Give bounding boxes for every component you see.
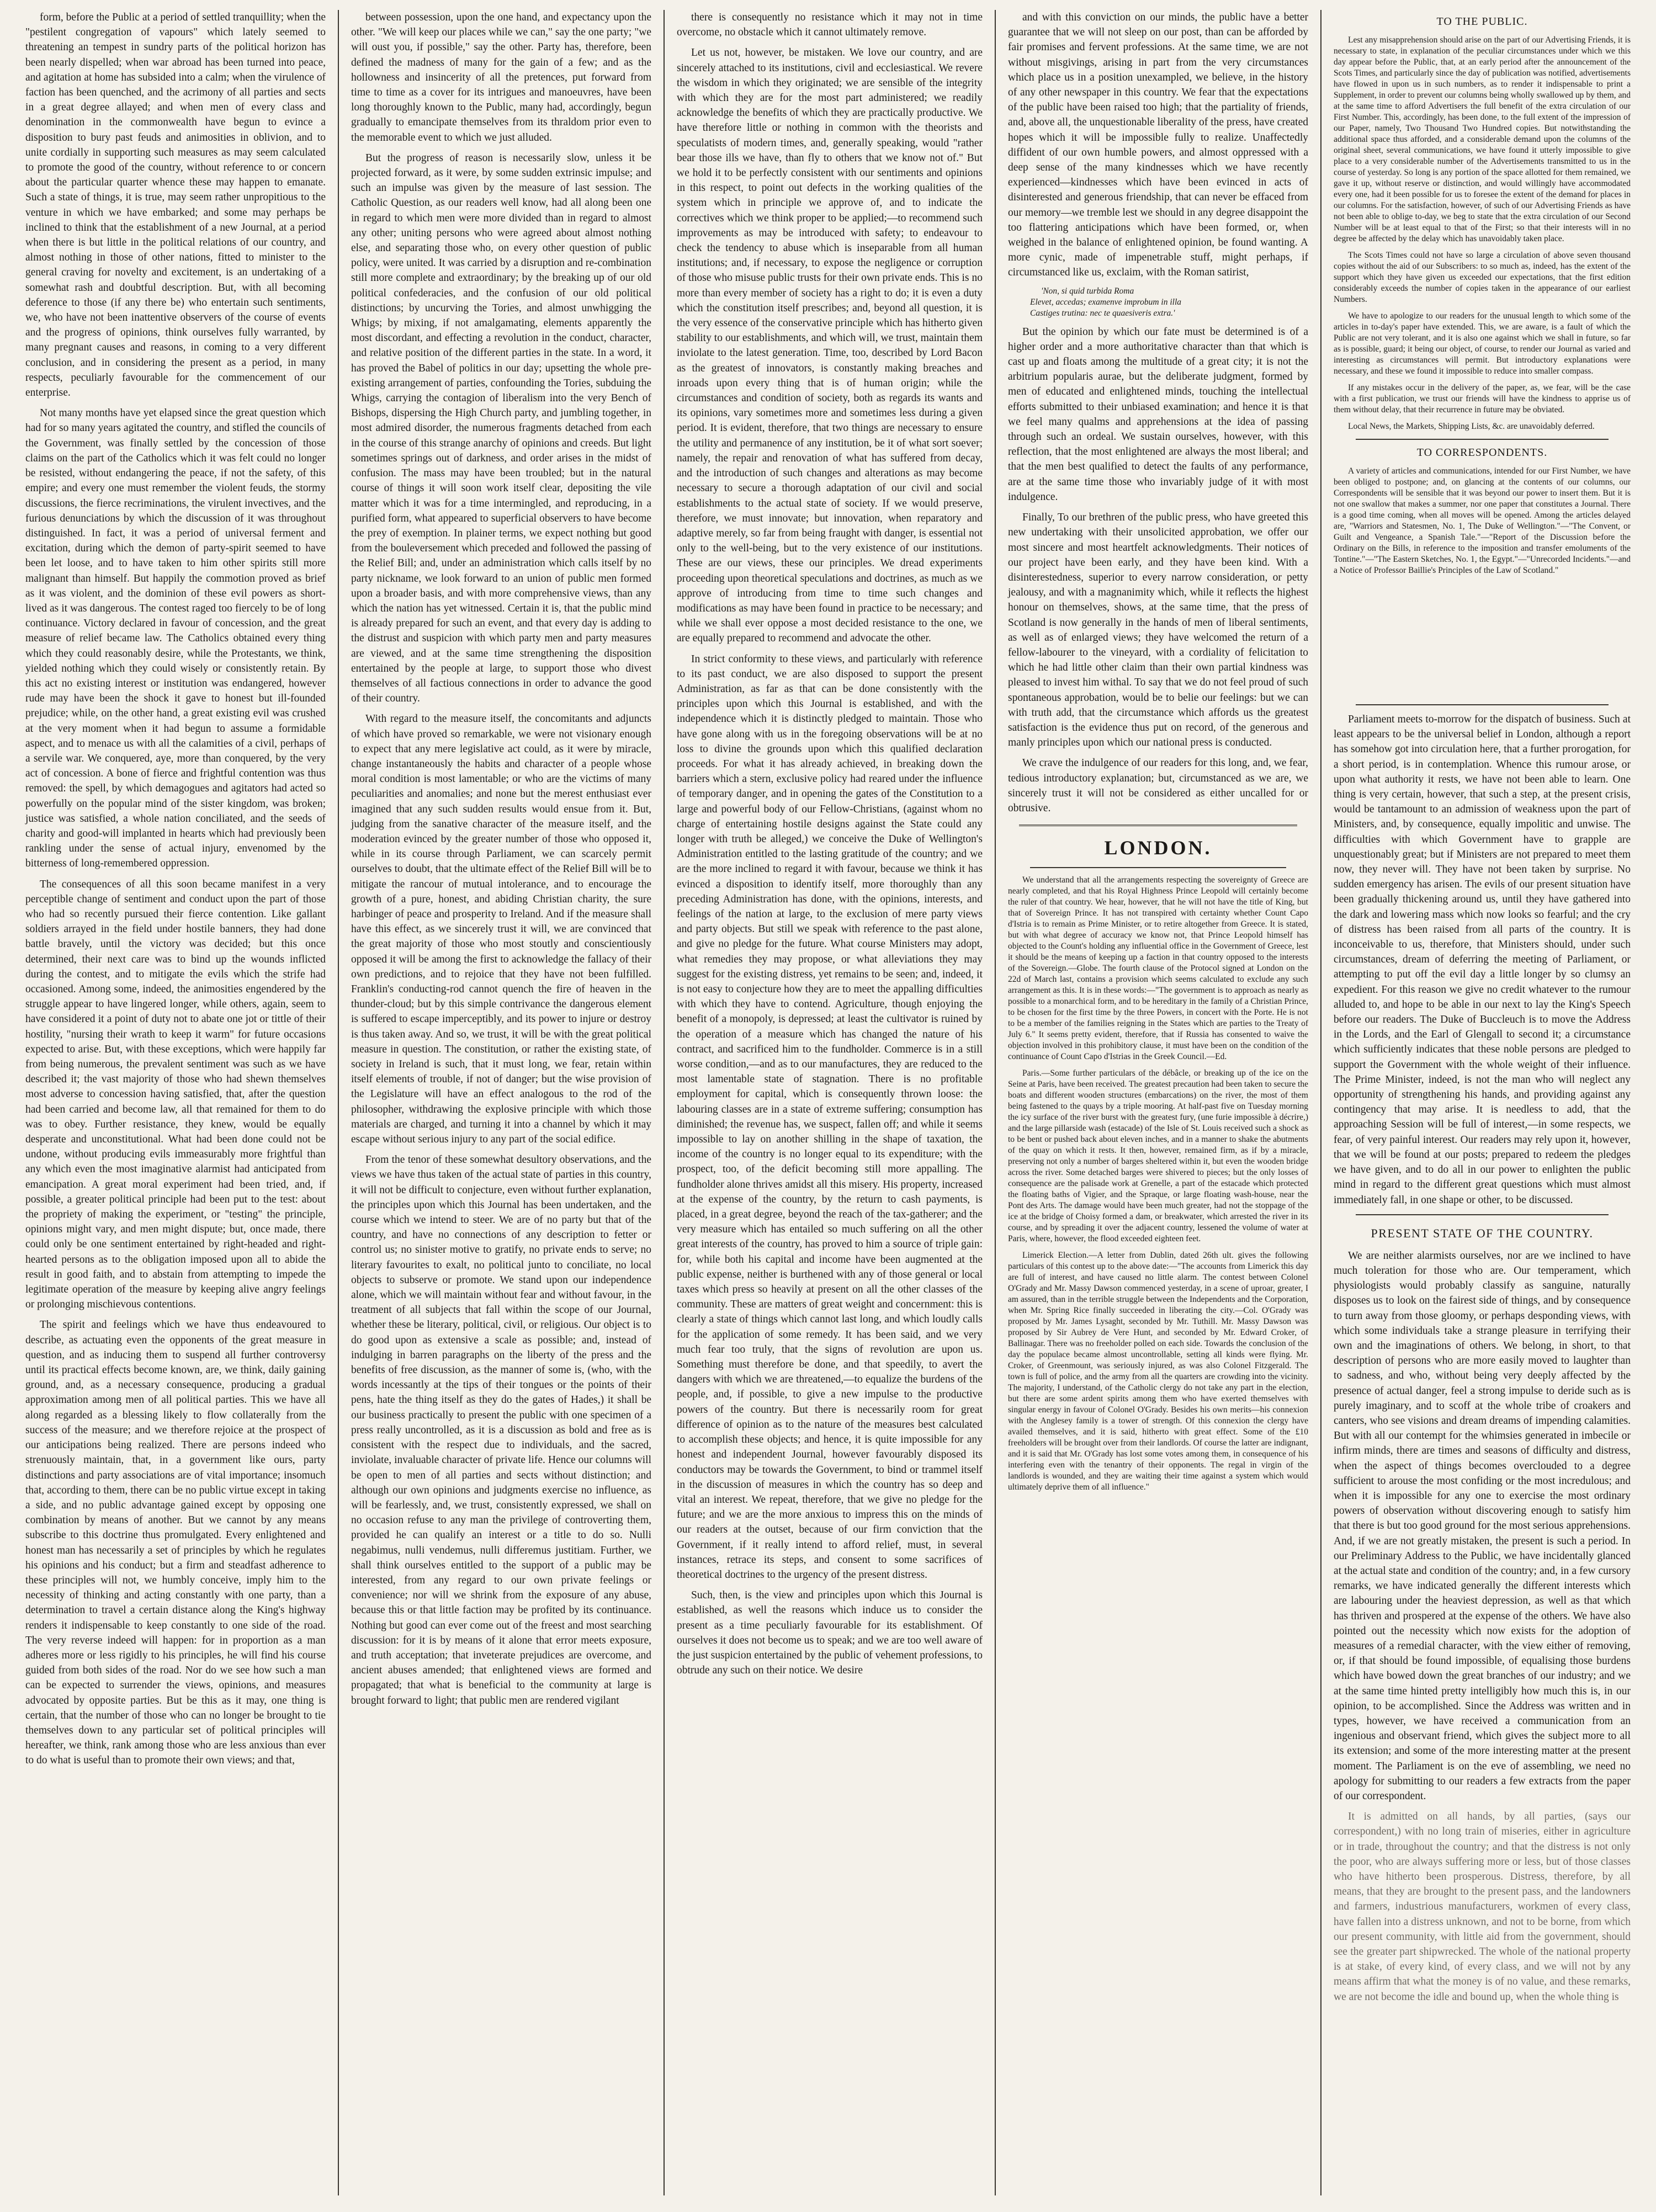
col4-paragraph: But the opinion by which our fate must be determined is of a higher order and a more authoritative character than that which is cast up and floats among the multitude of a great city; it is not the arbitrium popularis aurae, but the deliberate judgment, formed by men of educated and enlightened minds, touching the intellectual efforts submitted to their unbiased examination; and hence it is that we feel many qualms and apprehensions at the idea of passing through such an ordeal. We sustain ourselves, however, with this reflection, that the most enlightened are always the most liberal; and that the men best qualified to detect the faults of any performance, are at the same time those who invariably judge of it with most indulgence. — [1008, 326, 1308, 503]
col1-paragraph: The consequences of all this soon became manifest in a very perceptible change of sentiment and conduct upon the part of those who had so recently pursued their fierce contention. Like gallant soldiers arrayed in the field under hostile banners, they had done battle bravely, until the victory was decided; but this once determined, their next care was to bind up the wounds inflicted during the contest, and to mitigate the evils which the strife had occasioned. Among some, indeed, the animosities engendered by the struggle appear to have lingered longer, while others, again, seem to have considered it a point of duty not to abate one jot or tittle of their hostility, "nursing their wrath to keep it warm" for future occasions expected to arise. But, with these exceptions, which were happily far from being numerous, the prevalent sentiment was such as we have described it; the vast majority of those who had shewn themselves most adverse to concession having satisfied, that, after the question had been carried and become law, all that remained for them to do was to obey. Further resistance, they knew, would be equally desperate and unconstitutional. What had been done could not be undone, without producing evils immeasurably more frightful than any which even the most imaginative alarmist had anticipated from emancipation. A great moral experiment had been tried, and, if possible, a greater political principle had been put to the test: about the propriety of making the experiment, or "testing" the principle, opinions might vary, and men might dispute; but, once made, there could only be one sentiment entertained by right-headed and right-hearted persons as to the obligation imposed upon all to abide the result in good faith, and to abstain from attempting to impede the legitimate operation of the measure by keeping alive angry feelings or prolonging mischievous contentions. — [25, 878, 326, 1311]
col4-news-item: Paris.—Some further particulars of the débâcle, or breaking up of the ice on the Seine at Paris, have been received. The greatest precaution had been taken to secure the boats and different wooden structures (embarcations) on the river, the most of them being fastened to the quays by a triple mooring. At half-past five on Tuesday morning the icy surface of the river burst with the greatest fury, (une furie impossible à décrire,) and the large pillarside wash (estacade) of the Isle of St. Louis received such a shock as to be bent or pushed back about eleven inches, and in a manner to shake the abutments of the quay on which it rests. It then, however, remained firm, as if by a miracle, preserving not only a number of barges sheltered within it, but even the wooden bridge across the river. Some detached barges were shivered to pieces; but the only losses of consequence are the palisade work at Grenelle, a part of the estacade which protected the floating baths of Vigier, and the Spraque, or large floating wash-house, near the Pont des Arts. The damage would have been much greater, had not the stoppage of the ice at the bridge of Choisy formed a dam, or breakwater, which arrested the river in its course, and by spreading it over the adjacent country, lessened the volume of water at Paris, where, however, the flood exceeded eighteen feet. — [1008, 1068, 1308, 1244]
col2-paragraph: With regard to the measure itself, the concomitants and adjuncts of which have proved so remarkable, we were not visionary enough to expect that any mere legislative act could, as it were by miracle, change instantaneously the habits and character of a people whose moral condition is most lamentable; or who are the victims of many peculiarities and anomalies; and none but the merest enthusiast ever imagined that any such sudden results would ensue from it. But, judging from the sanative character of the measure itself, and the moderation evinced by the greater number of those who opposed it, while in its course through Parliament, we can scarcely permit ourselves to doubt, that the ultimate effect of the Relief Bill will be to mitigate the rancour of mutual intolerance, and to encourage the growth of a pure, honest, and abiding Christian charity, the sure harbinger of peace and prosperity to Ireland. And if the measure shall have this effect, as we sincerely trust it will, we are convinced that the great majority of those who most stoutly and conscientiously opposed it will be among the first to acknowledge the fallacy of their own predictions, and to rejoice that they have not been fulfilled. Franklin's conducting-rod cannot quench the fire of heaven in the thunder-cloud; but by this simple contrivance the dangerous element is suffered to escape imperceptibly, and its power to injure or destroy is thus taken away. And so, we trust, it will be with the great political measure in question. The constitution, or rather the existing state, of society in Ireland is such, that it must long, we fear, retain within itself elements of trouble, if not of danger; but the wise provision of the Legislature will have an effect analogous to the rod of the philosopher, withdrawing the explosive principle with which those materials are charged, and turning it into a channel by which it may escape without serious injury to any part of the social edifice. — [351, 713, 651, 1146]
column-2 — [339, 10, 665, 2195]
col4-paragraph: and with this conviction on our minds, the public have a better guarantee that we will not sleep on our post, than can be afforded by fair promises and fervent professions. At the same time, we are not without misgivings, arising in part from the very circumstances which place us in a position unexampled, we believe, in the history of any other newspaper in this country. We fear that the expectations of the public have been raised too high; that the partiality of friends, and, above all, the unquestionable liberality of the press, have created hopes which it will be impossible fully to realize. Unaffectedly diffident of our own humble powers, and almost oppressed with a deep sense of the many kindnesses which we have recently experienced—kindnesses which have been evinced in acts of disinterested and generous friendship, that can never be effaced from our memory—we tremble lest we should in any degree disappoint the too flattering anticipations which have been formed, or, when weighed in the balance of enlightened opinion, be found wanting. A more cynic, made of impenetrable stuff, might perhaps, if circumstanced like us, exclaim, with the Roman satirist, — [1008, 12, 1308, 279]
section-heading-to-the-public: TO THE PUBLIC. — [1436, 15, 1528, 28]
columns — [13, 10, 1643, 2195]
column-5 — [1321, 10, 1643, 2195]
notice: Lest any misapprehension should arise on the part of our Advertising Friends, it is necessary to state, in explanation of the peculiar circumstances under which we this day appear before the Public, that, at an early period after the announcement of the Scots Times, and particularly since the day of publication was notified, advertisements have flowed in upon us in such numbers, as to render it indispensable to print a Supplement, in order to prevent our columns being wholly swallowed up by them, and at the same time to afford Advertisers the full benefit of the extra circulation of our First Number. This, accordingly, has been done, to the full extent of the impression of our Paper, namely, Two Thousand Two Hundred copies. But notwithstanding the additional space thus afforded, and a considerable demand upon the columns of the original sheet, several communications, we have found it utterly impossible to give place to a very considerable number of the Advertisements transmitted to us in the course of yesterday. So long is any portion of the space allotted for them remained, we gave it up, without reserve or distinction, and would willingly have accommodated every one, had it been possible for us to foresee the extent of the demand for places in our columns. For the satisfaction, however, of such of our Advertising Friends as have not been able to oblige to-day, we beg to state that the extra circulation of our Second Number will be at least equal to that of the First; so that their interests will in no degree be affected by the delay which has unavoidably taken place. — [1334, 35, 1631, 243]
col5-paragraph: It is admitted on all hands, by all parties, (says our correspondent,) with no long train of miseries, either in agriculture or in trade, throughout the country; and that the distress is not only the poor, who are always suffering more or less, but of those classes who have hitherto been prosperous. Distress, therefore, by all means, that they are brought to the present pass, and the landowners and farmers, industrious manufacturers, workmen of every class, have fallen into a distress unknown, and not to be borne, from which our present community, with little aid from the government, should see the greater part shipwrecked. The whole of the national property is at stake, of every kind, of every class, and we will not by any means affirm that what the money is of no value, and these remarks, we are not become the idle and bound up, when the whole thing is — [1334, 1811, 1631, 2003]
section-divider — [1356, 1214, 1609, 1215]
col2-paragraph: From the tenor of these somewhat desultory observations, and the views we have thus taken of the actual state of parties in this country, it will not be difficult to conjecture, even without further explanation, the principles upon which this Journal has been undertaken, and the course which we intend to steer. We are of no party but that of the country, and have no connections of any description to fetter or control us; no sinister motive to gratify, no private ends to serve; no literary favourites to exalt, no political junto to conciliate, no local objects to subserve or promote. We stand upon our independence alone, which we will maintain without fear and without favour, in the treatment of all subjects that fall within the scope of our Journal, whether these be literary, political, civil, or religious. Our object is to do good upon as extensive a scale as possible; and, instead of indulging in barren paragraphs on the liberty of the press and the benefits of free discussion, as the manner of some is, (who, with the words incessantly at the tips of their tongues or the points of their pens, hate the thing itself as they do the gates of Hades,) it shall be our business practically to present the public with one specimen of a press really uncontrolled, as it is a discussion as bold and free as is consistent with the respect due to individuals, and the sacred, inviolate, invaluable character of private life. Hence our columns will be open to men of all parties and sects without distinction; and although our own opinions and judgments exercise no influence, as will be fearlessly, and, we trust, consistently expressed, we shall on no occasion refuse to any man the privilege of controverting them, provided he can qualify an interest or a title to do so. Nulli negabimus, nulli vendemus, nulli differemus justitiam. Further, we shall think ourselves entitled to the support of a public may be interested, from any regard to our own private feelings or convenience; nor will we shrink from the exposure of any abuse, because this or that little faction may be profited by its continuance. Nothing but good can ever come out of the freest and most searching discussion: for it is by means of it alone that error meets exposure, and truth acceptation; that inveterate prejudices are overcome, and ancient abuses amended; that enlightened views are formed and propagated; that what is beneficial to the community at large is brought forward to light; that public men are rendered vigilant — [351, 1154, 651, 1706]
column-1 — [13, 10, 339, 2195]
col4-paragraph: Finally, To our brethren of the public press, who have greeted this new undertaking with their unsolicited approbation, we offer our most sincere and most heartfelt acknowledgments. Their notices of our project have been early, and they have been kind. With a disinterestedness, superior to every narrow consideration, or petty jealousy, and with a magnanimity which, while it reflects the highest honour on themselves, shows, at the same time, that the press of Scotland is now generally in the hands of men of liberal sentiments, as well as of enlarged views; they have welcomed the return of a fellow-labourer to the vineyard, with a cordiality of felicitation to which he had little other claim than their own partial kindness was pleased to invest him withal. To say that we do not feel proud of such spontaneous approbation, would be to belie our feelings: but we can with truth add, that the circumstance which affords us the greatest satisfaction is the evidence thus put on record, of the generous and manly principles upon which our national press is conducted. — [1008, 512, 1308, 749]
column-4 — [996, 10, 1321, 2195]
notice: We have to apologize to our readers for the unusual length to which some of the articles in to-day's paper have extended. This, we are aware, is a fault of which the Public are not very tolerant, and it is also one against which we shall in future, so far as is possible, guard; it being our object, of course, to render our Journal as varied and interesting as circumstances will permit. But introductory explanations were necessary, and these we found it impossible to reduce into smaller compass. — [1334, 311, 1631, 376]
notice: A variety of articles and communications, intended for our First Number, we have been obliged to postpone; and, on glancing at the contents of our columns, our Correspondents will be sensible that it was beyond our power to insert them. But it is not one swallow that makes a summer, nor one paper that constitutes a Journal. There is a good time coming, when all moves will be opened. Among the articles delayed are, "Warriors and Statesmen, No. 1, The Duke of Wellington."—"The Convent, or Guilt and Vengeance, a Spanish Tale."—"Report of the Discussion before the Ordinary on the Bills, in reference to the imposition and transfer emoluments of the Tontine."—"The Eastern Sketches, No. 1, the Egypt."—"Unrecorded Incidents."—and a Notice of Professor Baillie's Principles of the Law of Scotland." — [1334, 466, 1631, 575]
section-divider — [1356, 439, 1609, 440]
col2-paragraph: between possession, upon the one hand, and expectancy upon the other. "We will keep our places while we can," say the one party; "we will oust you, if possible," say the other. Party has, therefore, been defined the madness of many for the gain of a few; and as the hollowness and insincerity of all the pretences, put forward from time to time as a cover for its intrigues and manoeuvres, have been long thoroughly known to the Public, many had, accordingly, begun gradually to emancipate themselves from its thraldom prior even to the memorable event to which we just alluded. — [351, 12, 651, 143]
latin-verse-line: 'Non, si quid turbida Roma — [1041, 286, 1134, 296]
col3-paragraph: Let us not, however, be mistaken. We love our country, and are sincerely attached to its institutions, civil and ecclesiastical. We revere the wisdom in which they originated; we are sensible of the integrity with which they are for the most part administered; we readily acknowledge the benefits of which they are practically productive. We have therefore little or nothing in common with the theorists and speculatists of modern times, and, generally speaking, would "rather bear those ills we have, than fly to others that we know not of." But we hold it to be perfectly consistent with our sentiments and opinions in this respect, to point out defects in the working qualities of the system which in principle we approve of, and to indicate the correctives which we think proper to be applied;—to recommend such improvements as may be introduced with safety; to endeavour to check the tendency to abuse which is inseparable from all human institutions; and, if necessary, to expose the negligence or corruption of those who misuse public trusts for their own private ends. This is no more than every member of society has a right to do; it is even a duty which the constitution itself prescribes; and, beyond all question, it is the very essence of the conservative principle which has hitherto given stability to our establishments, and which will, we trust, maintain them inviolate to the latest generation. Time, too, described by Lord Bacon as the greatest of innovators, is constantly making breaches and inroads upon every thing that is of human origin; while the circumstances and condition of society, both as regards its wants and its opinions, vary sometimes more and sometimes less during a given period. It is evident, therefore, that two things are necessary to ensure the utility and permanence of any institution, be it of what sort soever; namely, the repair and renovation of what has suffered from decay, and the introduction of such changes and alterations as may become necessary to secure a thorough adaptation of our civil and social establishments to the actual state of society. If we would preserve, therefore, we must innovate; but innovation, when reparatory and adaptive merely, so far from being fraught with danger, is essential not only to the well-being, but to the very existence of our institutions. These are our views, these our principles. We dread experiments proceeding upon theoretical speculations and doctrines, as much as we approve of introducing from time to time such changes and modifications as may have been found in practice to be necessary; and while we shall ever oppose a most decided resistance to the one, we are equally prepared to recommend and advocate the other. — [677, 47, 983, 645]
column-3 — [665, 10, 996, 2195]
notice: The Scots Times could not have so large a circulation of above seven thousand copies without the aid of our Subscribers: to so much as, indeed, has the extent of the support which they have given us exceeded our expectations, that the first edition considerably exceeds the number of copies taken in the appearance of our earliest Numbers. — [1334, 251, 1631, 304]
section-heading-london: LONDON. — [1104, 837, 1212, 859]
latin-verse-line: Castiges trutina: nec te quaesiveris extra.' — [1030, 308, 1175, 318]
section-heading-present-state: PRESENT STATE OF THE COUNTRY. — [1371, 1226, 1594, 1240]
col2-paragraph: But the progress of reason is necessarily slow, unless it be projected forward, as it were, by some sudden extrinsic impulse; and such an impulse was given by the measure of last session. The Catholic Question, as our readers well know, had all along been one in regard to which men were more divided than in regard to almost any other; uniting persons who were agreed about almost nothing else, and separating those who, on every other question of public policy, were united. It was carried by a disruption and re-combination still more complete and extraordinary; by the breaking up of our old political confederacies, and the confusion of our old political distinctions; by uncurving the Tories, and almost unwhigging the Whigs; by mixing, if not amalgamating, elements apparently the most discordant, and effecting a revolution in the conduct, character, and relative position of the different parties in the state. In a word, it has proved the Babel of politics in our day; upsetting the whole pre-existing arrangement of parties, confounding the Tories, subduing the Whigs, carrying the contagion of liberalism into the very Bench of Bishops, dispersing the High Church party, and jumbling together, in most admired disorder, the numerous fragments detached from each in the course of this strange anarchy of opinions and creeds. But light sometimes springs out of darkness, and order arises in the midst of confusion. The mass may have been troubled; but in the natural course of things it will soon work itself clear, depositing the vile matter which it was for a time intermingled, and reproducing, in a purified form, what appeared to superficial observers to have become the prey of exemption. In plainer terms, we expect nothing but good from the bouleversement which preceded and followed the passing of the Relief Bill; and, under an administration which calls itself by no party nickname, we look forward to an union of public men formed upon a broader basis, and with more comprehensive views, than any which the nation has yet witnessed. Certain it is, that the public mind is already prepared for such an event, and that every day is adding to the distrust and suspicion with which party men and party measures are viewed, and at the same time strengthening the disposition entertained by the people at large, to support those who divest themselves of all factious connections in order to advance the good of their country. — [351, 152, 651, 705]
col3-paragraph: Such, then, is the view and principles upon which this Journal is established, as well the reasons which induce us to consider the present as a time peculiarly favourable for its establishment. Of ourselves it does not become us to speak; and we are too well aware of the just suspicion entertained by the public of vehement professions, to obtrude any such on their notice. We desire — [677, 1589, 983, 1677]
col4-news-item: We understand that all the arrangements respecting the sovereignty of Greece are nearly completed, and that his Royal Highness Prince Leopold will certainly become the ruler of that country. We hear, however, that he will not have the title of King, but that of Sovereign Prince. It has not transpired with certainty whether Count Capo d'Istria is to remain as Prime Minister, or to retire altogether from Greece. It is stated, but with what degree of accuracy we know not, that Prince Leopold himself has objected to the Count's holding any influential office in the Government of Greece, lest it should be the means of keeping up a faction in that country opposed to the interests of the Sovereign.—Globe. The fourth clause of the Protocol signed at London on the 22d of March last, contains a provision which seems calculated to exclude any such arrangement as this. It is in these words:—"The government is to approach as nearly as possible to a monarchical form, and to be hereditary in the family of a Christian Prince, to be chosen for the first time by the three Powers, in concert with the Porte. He is not to be a member of the families reigning in the States which are parties to the Treaty of July 6." It seems pretty evident, therefore, that if Russia has consented to waive the objection involved in this prohibitory clause, it must have been on the condition of the continuance of Count Capo d'Istrias in the Greek Council.—Ed. — [1008, 875, 1308, 1062]
col4-paragraph: We crave the indulgence of our readers for this long, and, we fear, tedious introductory explanation; but, circumstanced as we are, we sincerely trust it will not be considered as either uncalled for or obtrusive. — [1008, 757, 1308, 814]
col3-paragraph: In strict conformity to these views, and particularly with reference to its past conduct, we are also disposed to support the present Administration, as far as that can be done consistently with the principles upon which this Journal is established, and with the independence which it is distinctly pledged to maintain. Those who have gone along with us in the foregoing observations will be at no loss to divine the grounds upon which this qualified declaration proceeds. For what it has already achieved, in breaking down the barriers which a stern, exclusive policy had reared under the influence of temporary danger, and in opening the gates of the Constitution to a large and powerful body of our Fellow-Christians, (against whom no charge of entertaining hostile designs against the State could any longer with truth be alleged,) we conceive the Duke of Wellington's Administration entitled to the lasting gratitude of the country; and we are the more inclined to regard it with favour, because we think it has evinced a disposition to identify itself, more thoroughly than any preceding Administration has done, with the opinions, interests, and feelings of the nation at large, to the exclusion of mere party views and party objects. But still we speak with reference to the past alone, and give no pledge for the future. What course Ministers may adopt, what remedies they may propose, or what alleviations they may suggest for the existing distress, yet remains to be seen; and, indeed, it is not easy to conjecture how they are to meet the appalling difficulties with which they have to contend. Agriculture, though enjoying the benefit of a monopoly, is depressed; at least the cultivator is ruined by the operation of a measure which has changed the nature of his contract, and sacrificed him to the fundholder. Commerce is in a still worse condition,—and as to our manufactures, they are reduced to the most lamentable state of stagnation. There is no profitable employment for capital, which is consequently thrown loose: the labouring classes are in a state of extreme suffering; consumption has diminished; the revenue has, we suspect, fallen off; and while it seems impossible to lay on another shilling in the shape of taxation, the income of the country is no longer equal to its expenditure; with the prospect, too, of the deficit becoming still more appalling. The fundholder alone thrives amidst all this misery. His property, increased at the expense of the country, by the return to cash payments, is placed, in a great degree, beyond the reach of the tax-gatherer; and the very measure which has entailed so much suffering on all the other great interests of the country, has proved to him a source of triple gain: for, while both his capital and income have been augmented at the public expense, neither is burthened with any of those general or local taxes which press so heavily at present on all the other classes of the community. These are matters of great weight and concernment: this is clearly a state of things which cannot last long, and which loudly calls for the application of some remedy. It has been said, and we very much fear too truly, that the signs of revolution are upon us. Something must therefore be done, and that speedily, to avert the dangers with which we are threatened,—to equalize the burdens of the people, and, if possible, to give a new impulse to the productive powers of the country. But there is necessarily room for great difference of opinion as to the nature of the measures best calculated to accomplish these objects; and hence, it is quite impossible for any honest and independent Journal, however favourably disposed its conductors may be towards the Government, to bind or trammel itself in the discussion of measures in which the country has so deep and vital an interest. We repeat, therefore, that we give no pledge for the future; and we are the more anxious to impress this on the minds of our readers at the outset, because of our firm conviction that the Government, if it really intend to afford relief, must, in several instances, retrace its steps, and consent to some sacrifices of theoretical doctrines to the urgency of the present distress. — [677, 653, 983, 1581]
section-heading-to-correspondents: TO CORRESPONDENTS. — [1416, 446, 1548, 459]
col5-paragraph: We are neither alarmists ourselves, nor are we inclined to have much toleration for those who are. Our temperament, which physiologists would probably classify as sanguine, naturally disposes us to look on the fairest side of things, and by consequence to turn away from those gloomy, or perhaps desponding views, with which some individuals take a strange pleasure in terrifying their own and the imaginations of others. We belong, in short, to that description of persons who are more easily moved to laughter than to sadness, and who, without being very deeply affected by the presence of actual danger, feel a strong impulse to deride such as is purely imaginary, and to scoff at the whole tribe of croakers and canters, who see visions and dream dreams of impending calamities. But with all our contempt for the whimsies generated in imbecile or infirm minds, there are times and seasons of difficulty and distress, when the aspect of things becomes overclouded to a degree sufficient to arouse the most confiding or the most incredulous; and when it is impossible for any one to exercise the most ordinary powers of observation without discovering enough to satisfy him that there is but too good ground for the most serious apprehensions. And, if we are not greatly mistaken, the present is such a period. In our Preliminary Address to the Public, we have incidentally glanced at the actual state and condition of the country; and, in a few cursory remarks, we have indicated generally the different interests which are labouring under the heaviest depression, as well as that which has thriven and prospered at the expense of the others. We have also pointed out the necessity which now exists for the adoption of measures of a remedial character, with the view either of removing, or, if that should be found impossible, of equalising those burdens which have bowed down the great branches of our industry; and we at the same time hinted pretty intelligibly how much this is, in our opinion, to be accomplished. Since the Address was written and in types, however, we have received a communication from an ingenious and observant friend, which gives the subject more to all its extension; and some of the more interesting matter at the present moment. The Parliament is on the eve of assembling, we need no apology for submitting to our readers a few extracts from the paper of our correspondent. — [1334, 1249, 1631, 1802]
notice: Local News, the Markets, Shipping Lists, &c. are unavoidably deferred. — [1348, 422, 1595, 431]
col1-paragraph: Not many months have yet elapsed since the great question which had for so many years agitated the country, and stifled the councils of the Government, was finally settled by the concession of those claims on the part of the Catholics which it was felt could no longer be resisted, without endangering the peace, if not the safety, of this empire; and every one must remember the violent feuds, the stormy discussions, the fierce recriminations, the virulent invectives, and the furious denunciations by which the discussion of it was throughout distinguished. In fact, it was a period of universal ferment and excitation, during which the demon of party-spirit seemed to have been let loose, and to have taken to him other spirits still more malignant than himself. But happily the commotion proved as brief as it was violent, and the dominion of these evil powers as short-lived as it was dangerous. The contest raged too fiercely to be of long continuance. Victory declared in favour of concession, and the great measure of relief became law. The Catholics obtained every thing which they could reasonably desire, while the Protestants, we think, yielded nothing which they could wisely or consistently retain. By this act no existing interest or institution was endangered, however rude may have been the shock it gave to honest but ill-founded prejudice; while, on the other hand, a great existing evil was crushed at the very moment when it had begun to assume a formidable aspect, and to menace us with all the calamities of a civil, perhaps of a servile war. We conquered, aye, more than conquered, by the very act of concession. A bone of fierce and frightful contention was thus removed: the spell, by which demagogues and agitators had acted so powerfully on the popular mind of the sister kingdom, was broken; justice was satisfied, a whole nation conciliated, and the seeds of charity and good-will implanted in hearts which had previously been rankling under the sense of actual injury, envenomed by the bitterness of long-remembered oppression. — [25, 407, 326, 870]
col4-news-item: Limerick Election.—A letter from Dublin, dated 26th ult. gives the following particulars of this contest up to the above date:—"The accounts from Limerick this day are full of interest, and have caused no little alarm. The contest between Colonel O'Grady and Mr. Massy Dawson commenced yesterday, in a scene of uproar, greater, I am assured, than in the terrible struggle between the Independents and the Corporation, when Mr. Spring Rice finally succeeded in liberating the city.—Col. O'Grady was proposed by Mr. James Lysaght, seconded by Mr. Tuthill. Mr. Massy Dawson was proposed by Sir Aubrey de Vere Hunt, and seconded by Mr. Edward Croker, of Ballinagar. There was no freeholder polled on each side. Towards the conclusion of the day the populace became almost uncontrollable, setting all kinds were flying. Mr. Croker, of Greenmount, was seriously injured, as was also Colonel Fitzgerald. The town is full of police, and the army from all the quarters are crowding into the vicinity. The majority, I understand, of the Catholic clergy do not take any part in the election, but there are some ardent spirits among them who have exerted themselves with singular energy in favour of Colonel O'Grady. Besides his own merits—his connexion with the Anglesey family is a tower of strength. Of this connexion the clergy have availed themselves, and it is said, hitherto with great effect. Some of the £10 freeholders will be brought over from their landlords. Of course the latter are indignant, and it is said that Mr. O'Grady has lost some votes among them, in consequence of his interfering even with the tenantry of their opponents. The regal in virgin of the landlords is wounded, and they are waiting their time against a system which would ultimately deprive them of all influence." — [1008, 1251, 1308, 1492]
col3-paragraph: there is consequently no resistance which it may not in time overcome, no obstacle which it cannot ultimately remove. — [677, 12, 983, 39]
section-divider — [1019, 825, 1297, 826]
col5-paragraph: Parliament meets to-morrow for the dispatch of business. Such at least appears to be the universal belief in London, although a report has somehow got into circulation here, that a further prorogation, for a short period, is in contemplation. Whence this rumour arose, or upon what authority it rests, we have not been able to learn. One thing is very certain, however, that such a step, at the present crisis, would be tantamount to an admission of weakness upon the part of Ministers, and, by consequence, equally impolitic and unwise. The difficulties with which Government have to grapple are unquestionably great; but if Ministers are not prepared to meet them now, they never will. They have not been taken by surprise. No sudden emergency has arisen. The evils of our present situation have been gradually thickening around us, until they have gathered into the dark and lowering mass which now looks so fearful; and the cry of distress has been raised from all parts of the country. It is inconceivable to us, therefore, that Ministers should, under such circumstances, dream of deferring the meeting of Parliament, or attempting to put off the evil day a little longer by so clumsy an expedient. For this reason we give no credit whatever to the rumour alluded to, and hope to be able in our next to lay the King's Speech before our readers. The Duke of Buccleuch is to move the Address in the Lords, and the Earl of Glengall to second it; a circumstance which sufficiently indicates that these noble persons are pledged to support the Government with the whole weight of their influence. The Prime Minister, indeed, is not the man who will neglect any opportunity of strengthening his hands, and providing against any contingency that may arise. It is needless to add, that the approaching Session will be full of interest,—in some respects, we fear, of very painful interest. Our readers may rely upon it, however, that we will be found at our posts; prepared to redeem the pledges we have given, and to do all in our power to enlighten the public mind in regard to the different great questions which must almost immediately fall, in one shape or other, to be discussed. — [1334, 714, 1631, 1206]
latin-verse-line: Elevet, accedas; examenve improbum in illa — [1030, 297, 1182, 307]
col1-paragraph: form, before the Public at a period of settled tranquillity; when the "pestilent congregation of vapours" which lately seemed to threatening an tempest in sundry parts of the political horizon has been nearly dispelled; when war abroad has been turned into peace, and agitation at home has subsided into a calm; when the virulence of faction has been quenched, and the acrimony of all parties and sects in a great degree allayed; and when men of every class and denomination in the commonwealth have begun to evince a disposition to bury past feuds and animosities in oblivion, and to unite cordially in supporting such measures as may seem calculated to promote the good of the country, without reference to or concern about the particular quarter whence these may happen to emanate. Such a state of things, it is true, may seem rather unpropitious to the venture in which we have embarked; and some may perhaps be inclined to think that the establishment of a new Journal, at a period when there is but little in the political relations of our country, and almost nothing in those of other nations, fitted to minister to the general craving for novelty and excitement, is an undertaking of a somewhat rash and doubtful description. But, with all becoming deference to those (if any there be) who entertain such sentiments, we, who have not been inattentive observers of the course of events and the progress of opinions, think ourselves fully warranted, by many pregnant causes and reasons, in coming to a very different conclusion, and in considering the present as a period, in many respects, peculiarly favourable for the commencement of our enterprise. — [25, 12, 326, 399]
blank-space — [1334, 582, 1631, 698]
col1-paragraph: The spirit and feelings which we have thus endeavoured to describe, as actuating even the opponents of the great measure in question, and as inducing them to suspend all further controversy until its practical effects become known, are, we think, daily gaining ground, and, as a necessary consequence, producing a gradual approximation among men of all political parties. This we have all along regarded as a blessing likely to flow collaterally from the success of the measure; and we therefore rejoice at the prospect of our anticipations being realized. There are persons indeed who strenuously maintain, that, in a government like ours, party distinctions and party associations are of vital importance; insomuch that, according to them, there can be no public virtue except in taking a side, and no public advantage gained except by opposing one combination by means of another. But we cannot by any means subscribe to this doctrine thus promulgated. Every enlightened and honest man has necessarily a set of principles by which he regulates his opinions and his conduct; but a firm and steadfast adherence to these principles will not, we humbly conceive, imply him to the necessity of thinking and acting constantly with one party, than a determination to travel a certain distance along the King's highway renders it indispensable to keep constantly to one side of the road. The very reverse indeed will happen: for in proportion as a man adheres more or less rigidly to his principles, he will find his course guided from both sides of the road. Nor do we see how such a man can be expected to surrender the views, opinions, and measures advocated by opposite parties. But be this as it may, one thing is certain, that the number of those who can no longer be brought to tie themselves down to any particular set of political principles will hereafter, we think, rank among those who are less anxious than ever to do what is useful than to promote their own views; and that, — [25, 1319, 326, 1767]
section-divider — [1356, 704, 1609, 705]
section-divider — [1030, 867, 1286, 868]
notice: If any mistakes occur in the delivery of the paper, as, we fear, will be the case with a first publication, we trust our friends will have the kindness to apprise us of them without delay, that their recurrence in future may be obviated. — [1334, 383, 1631, 414]
